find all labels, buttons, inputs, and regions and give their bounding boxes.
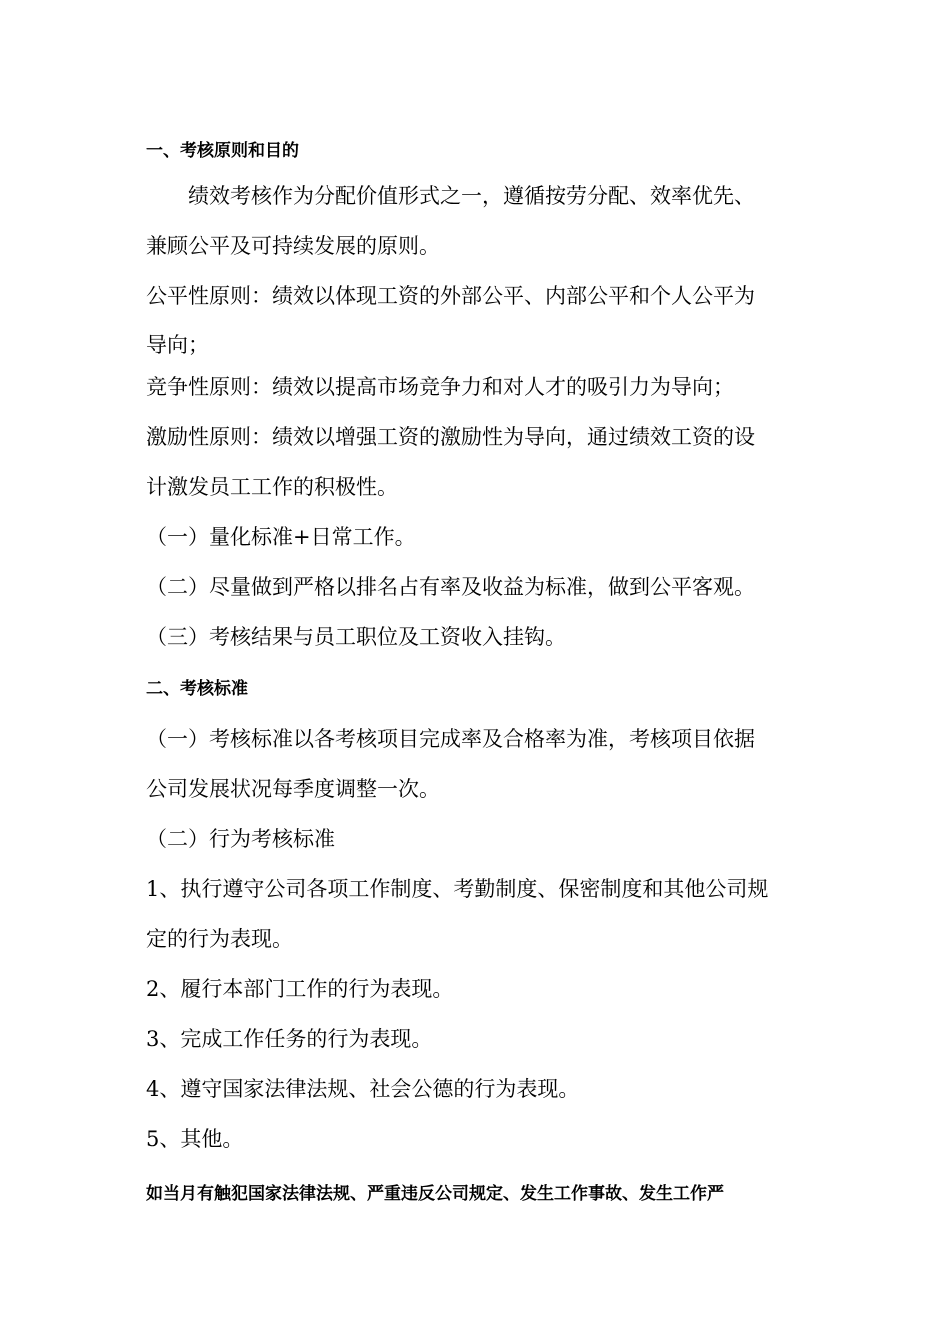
list-item: 1、执行遵守公司各项工作制度、考勤制度、保密制度和其他公司规 (146, 877, 769, 901)
list-item: （一）量化标准+日常工作。 (146, 525, 416, 549)
list-item: 3、完成工作任务的行为表现。 (146, 1027, 433, 1051)
paragraph-line: 激励性原则：绩效以增强工资的激励性为导向，通过绩效工资的设 (146, 425, 755, 449)
paragraph-line: 计激发员工工作的积极性。 (146, 475, 398, 499)
paragraph-line: 绩效考核作为分配价值形式之一，遵循按劳分配、效率优先、 (188, 184, 755, 208)
list-item: （二）尽量做到严格以排名占有率及收益为标准，做到公平客观。 (146, 575, 755, 599)
paragraph-line: 公平性原则：绩效以体现工资的外部公平、内部公平和个人公平为 (146, 284, 755, 308)
paragraph-line: 公司发展状况每季度调整一次。 (146, 777, 440, 801)
closing-bold-line: 如当月有触犯国家法律法规、严重违反公司规定、发生工作事故、发生工作严 (146, 1184, 724, 1204)
paragraph-line: 竞争性原则：绩效以提高市场竞争力和对人才的吸引力为导向； (146, 375, 734, 399)
section-heading-principles: 一、考核原则和目的 (146, 141, 299, 161)
paragraph-line: 导向； (146, 333, 209, 357)
section-heading-standards: 二、考核标准 (146, 679, 248, 699)
list-item: （三）考核结果与员工职位及工资收入挂钩。 (146, 625, 566, 649)
list-item: （一）考核标准以各考核项目完成率及合格率为准，考核项目依据 (146, 727, 755, 751)
list-item: 2、履行本部门工作的行为表现。 (146, 977, 454, 1001)
paragraph-line: 定的行为表现。 (146, 927, 293, 951)
paragraph-line: 兼顾公平及可持续发展的原则。 (146, 234, 440, 258)
list-item: （二）行为考核标准 (146, 827, 335, 851)
list-item: 4、遵守国家法律法规、社会公德的行为表现。 (146, 1077, 580, 1101)
list-item: 5、其他。 (146, 1127, 244, 1151)
